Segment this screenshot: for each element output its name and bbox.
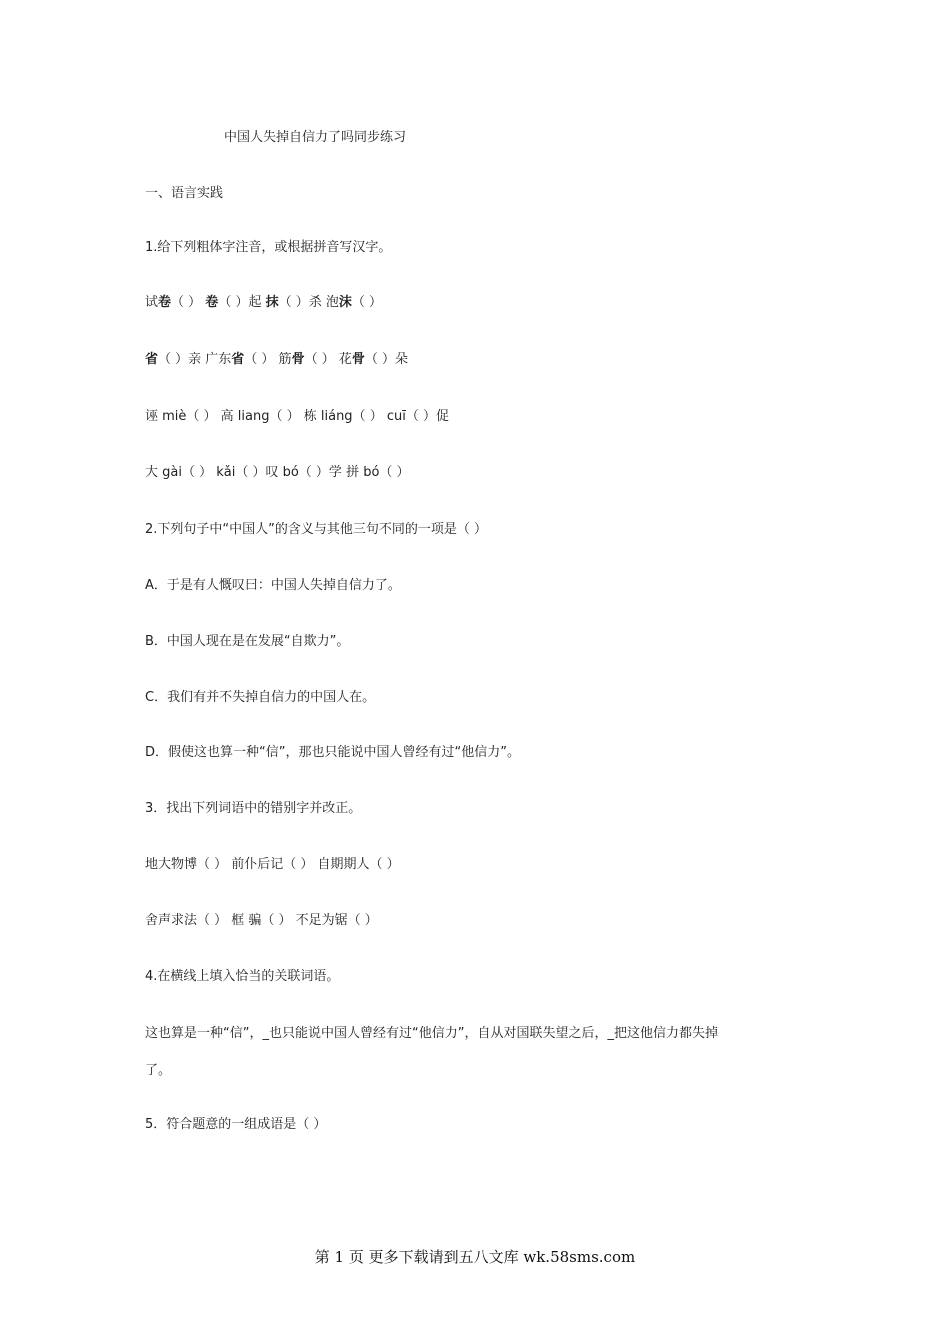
text-segment: 试: [145, 295, 159, 310]
question-1: 1.给下列粗体字注音，或根据拼音写汉字。: [145, 240, 392, 255]
question-2-option-a: A．于是有人慨叹曰：中国人失掉自信力了。: [145, 578, 401, 593]
question-3: 3．找出下列词语中的错别字并改正。: [145, 801, 362, 816]
bold-character: 省: [145, 352, 159, 367]
bold-character: 卷: [205, 295, 219, 310]
question-2-option-b: B．中国人现在是在发展“自欺力”。: [145, 634, 350, 649]
question-2-option-d: D．假使这也算一种“信”，那也只能说中国人曾经有过“他信力”。: [145, 745, 520, 760]
document-title: 中国人失掉自信力了吗同步练习: [224, 130, 407, 145]
bold-character: 骨: [291, 352, 305, 367]
bold-character: 骨: [351, 352, 365, 367]
text-segment: （ ） 筋: [244, 352, 292, 367]
text-segment: （ ）杀 泡: [278, 295, 339, 310]
text-segment: （ ）: [171, 295, 206, 310]
question-4-text-line-1: 这也算是一种“信”，_也只能说中国人曾经有过“他信力”，自从对国联失望之后，_把这他信力都失掉: [145, 1026, 718, 1041]
bold-character: 抹: [265, 295, 279, 310]
question-1-row-1: [145, 293, 382, 313]
text-segment: （ ）朵: [364, 352, 408, 367]
question-3-row-2: 舍声求法（ ） 框 骗（ ） 不足为锯（ ）: [145, 913, 378, 928]
bold-character: 省: [231, 352, 245, 367]
question-1-row-3: 诬 miè（ ） 高 liang（ ） 栋 liáng（ ） cuī（ ）促: [145, 409, 449, 424]
question-4: 4.在横线上填入恰当的关联词语。: [145, 969, 340, 984]
question-4-text-line-2: 了。: [145, 1063, 172, 1078]
page-footer: 第 1 页 更多下载请到五八文库 wk.58sms.com: [314, 1248, 636, 1266]
question-2-option-c: C．我们有并不失掉自信力的中国人在。: [145, 690, 376, 705]
question-1-row-2: [145, 350, 408, 370]
text-segment: （ ）: [351, 295, 383, 310]
bold-character: 卷: [158, 295, 172, 310]
question-1-row-4: 大 gài（ ） kǎi（ ）叹 bó（ ）学 拼 bó（ ）: [145, 465, 410, 480]
text-segment: （ ） 花: [304, 352, 352, 367]
text-segment: （ ）起: [218, 295, 266, 310]
question-3-row-1: 地大物博（ ） 前仆后记（ ） 自期期人（ ）: [145, 857, 400, 872]
bold-character: 沫: [338, 295, 352, 310]
question-5: 5．符合题意的一组成语是（ ）: [145, 1117, 327, 1132]
section-heading: 一、语言实践: [145, 186, 224, 201]
text-segment: （ ）亲 广东: [158, 352, 232, 367]
question-2: 2.下列句子中“中国人”的含义与其他三句不同的一项是（ ）: [145, 522, 488, 537]
